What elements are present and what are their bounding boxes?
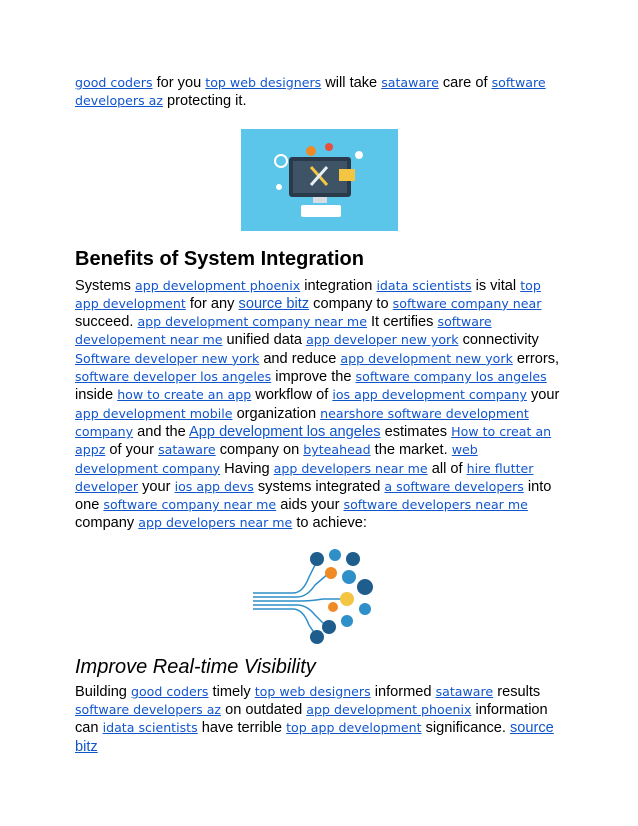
hyperlink[interactable]: software developement near me bbox=[75, 314, 492, 348]
text-run: Building bbox=[75, 683, 131, 700]
body-paragraph-2 bbox=[75, 683, 563, 756]
text-run: for any bbox=[185, 295, 239, 312]
computer-tools-illustration bbox=[241, 129, 398, 231]
text-run: your bbox=[526, 387, 560, 404]
text-run: and reduce bbox=[259, 350, 341, 367]
hyperlink[interactable]: source bitz bbox=[75, 720, 554, 755]
text-run: into one bbox=[75, 478, 552, 514]
hyperlink[interactable]: hire flutter developer bbox=[75, 460, 534, 494]
document-page bbox=[75, 74, 563, 756]
text-run: is vital bbox=[471, 277, 521, 294]
hyperlink[interactable]: Software developer new york bbox=[75, 350, 260, 366]
hyperlink[interactable]: software company near bbox=[392, 295, 542, 311]
text-run: your bbox=[138, 478, 175, 495]
text-run: of your bbox=[105, 442, 159, 459]
text-run: significance. bbox=[421, 720, 510, 737]
text-run: information can bbox=[75, 702, 548, 737]
text-run: succeed. bbox=[75, 314, 138, 331]
hyperlink[interactable]: app development company near me bbox=[137, 314, 367, 330]
text-run: informed bbox=[370, 683, 436, 700]
hyperlink[interactable]: app development mobile bbox=[75, 405, 233, 421]
hyperlink[interactable]: how to create an app bbox=[117, 387, 252, 403]
hyperlink[interactable]: sataware bbox=[381, 75, 439, 90]
hyperlink[interactable]: good coders bbox=[75, 75, 153, 90]
intro-paragraph bbox=[75, 74, 563, 111]
text-run: aids your bbox=[276, 497, 344, 514]
text-run: systems integrated bbox=[253, 478, 385, 495]
hyperlink[interactable]: app development phoenix bbox=[306, 702, 472, 718]
text-run: for you bbox=[152, 75, 206, 91]
hyperlink[interactable]: app developers near me bbox=[273, 460, 428, 476]
text-run: Systems bbox=[75, 277, 136, 294]
text-run: care of bbox=[438, 75, 492, 91]
hyperlink[interactable]: software developers az bbox=[75, 702, 222, 718]
text-run: It certifies bbox=[366, 314, 438, 331]
text-run: will take bbox=[321, 75, 382, 91]
text-run: the market. bbox=[370, 442, 452, 459]
text-run: have terrible bbox=[197, 720, 287, 737]
hyperlink[interactable]: software company los angeles bbox=[355, 369, 547, 385]
hyperlink[interactable]: ios app devs bbox=[174, 478, 254, 494]
text-run: integration bbox=[300, 277, 377, 294]
text-run: company on bbox=[215, 442, 304, 459]
text-run: and the bbox=[133, 423, 190, 440]
hyperlink[interactable]: ios app development company bbox=[332, 387, 527, 403]
hyperlink[interactable]: software company near me bbox=[103, 497, 277, 513]
hyperlink[interactable]: app development new york bbox=[340, 350, 513, 366]
text-run: to achieve: bbox=[292, 515, 367, 532]
text-run: improve the bbox=[271, 369, 356, 386]
text-run: connectivity bbox=[458, 332, 539, 349]
text-run: organization bbox=[232, 405, 321, 422]
text-run: protecting it. bbox=[162, 93, 247, 110]
hyperlink[interactable]: app developers near me bbox=[138, 515, 293, 531]
section-heading: Benefits of System Integration bbox=[75, 247, 364, 270]
hyperlink[interactable]: nearshore software development company bbox=[75, 405, 529, 439]
text-run: unified data bbox=[222, 332, 307, 349]
integration-network-illustration bbox=[253, 547, 385, 645]
text-run: on outdated bbox=[221, 702, 307, 719]
text-run: Having bbox=[220, 460, 274, 477]
subsection-heading: Improve Real-time Visibility bbox=[75, 655, 316, 678]
hyperlink[interactable]: top web designers bbox=[254, 683, 371, 699]
hyperlink[interactable]: top web designers bbox=[205, 75, 322, 90]
body-paragraph bbox=[75, 277, 563, 533]
text-run: estimates bbox=[380, 423, 452, 440]
hyperlink[interactable]: sataware bbox=[158, 442, 216, 458]
hyperlink[interactable]: App development los angeles bbox=[189, 423, 381, 440]
hyperlink[interactable]: byteahead bbox=[303, 442, 371, 458]
text-run: timely bbox=[208, 683, 255, 700]
hyperlink[interactable]: software developers near me bbox=[343, 497, 528, 513]
hyperlink[interactable]: software developers az bbox=[75, 75, 546, 109]
text-run: results bbox=[493, 683, 541, 700]
text-run: errors, bbox=[512, 350, 560, 367]
hyperlink[interactable]: top app development bbox=[286, 720, 422, 736]
hyperlink[interactable]: sataware bbox=[435, 683, 494, 699]
hyperlink[interactable]: source bitz bbox=[238, 295, 310, 312]
text-run: workflow of bbox=[251, 387, 333, 404]
hyperlink[interactable]: idata scientists bbox=[102, 720, 198, 736]
text-run: company bbox=[75, 515, 139, 532]
text-run: all of bbox=[427, 460, 467, 477]
hyperlink[interactable]: a software developers bbox=[384, 478, 524, 494]
hyperlink[interactable]: How to creat an appz bbox=[75, 423, 552, 458]
hyperlink[interactable]: idata scientists bbox=[376, 277, 472, 293]
hyperlink[interactable]: top app development bbox=[75, 277, 541, 311]
text-run: inside bbox=[75, 387, 118, 404]
hyperlink[interactable]: good coders bbox=[130, 683, 209, 699]
text-run: company to bbox=[309, 295, 393, 312]
hyperlink[interactable]: app developer new york bbox=[306, 332, 459, 348]
hyperlink[interactable]: app development phoenix bbox=[135, 277, 301, 293]
hyperlink[interactable]: web development company bbox=[75, 442, 478, 476]
hyperlink[interactable]: software developer los angeles bbox=[75, 369, 272, 385]
